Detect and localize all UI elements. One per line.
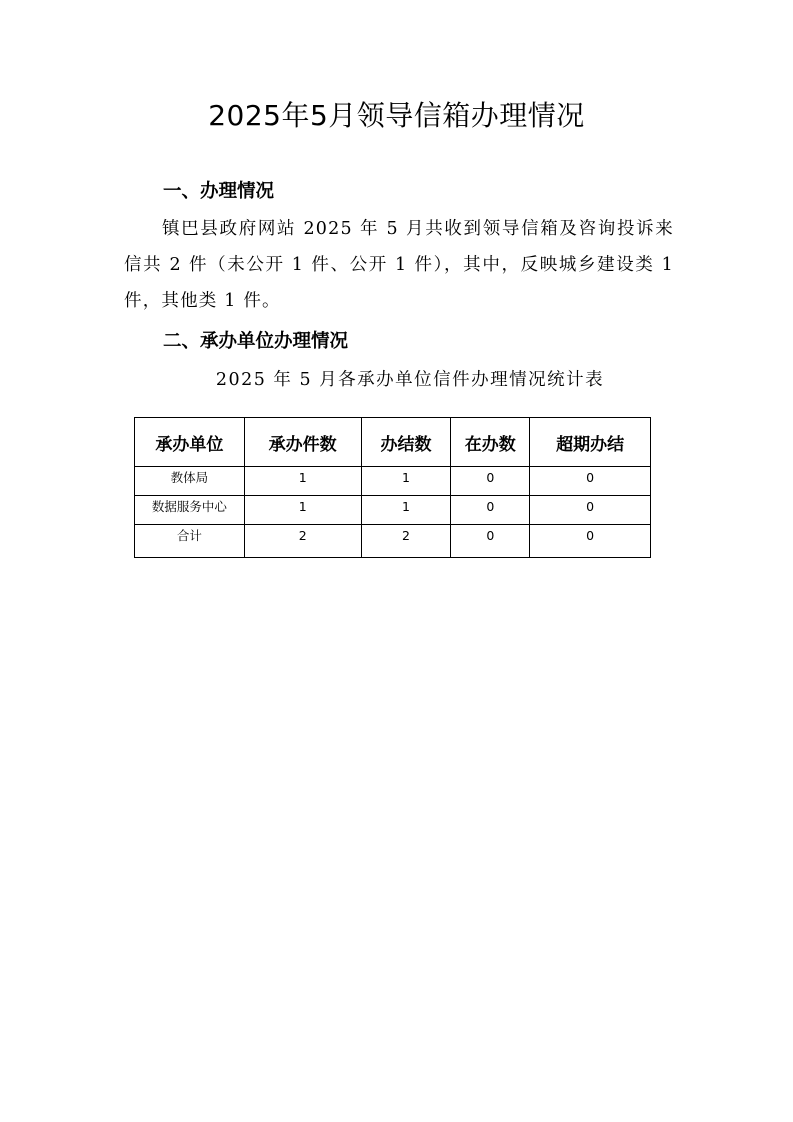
column-header-in-progress: 在办数 xyxy=(451,418,530,467)
section-heading-handling: 一、办理情况 xyxy=(163,181,275,202)
table-cell: 0 xyxy=(530,467,651,496)
table-cell: 2 xyxy=(244,525,361,558)
table-cell: 1 xyxy=(361,467,451,496)
table-cell: 0 xyxy=(451,496,530,525)
table-row xyxy=(135,467,651,496)
section-paragraph-handling: 镇巴县政府网站 2025 年 5 月共收到领导信箱及咨询投诉来信共 2 件（未公开 1 件、公开 1 件），其中，反映城乡建设类 1 件，其他类 1 件。 xyxy=(124,219,674,311)
column-header-overdue-completed: 超期办结 xyxy=(530,418,651,467)
column-header-unit: 承办单位 xyxy=(135,418,245,467)
table-cell: 0 xyxy=(530,496,651,525)
table-cell: 教体局 xyxy=(135,467,245,496)
table-cell: 1 xyxy=(361,496,451,525)
table-row-total xyxy=(135,525,651,558)
page-title: 2025年5月领导信箱办理情况 xyxy=(208,99,585,132)
column-header-completed: 办结数 xyxy=(361,418,451,467)
table-cell: 数据服务中心 xyxy=(135,496,245,525)
table-cell: 2 xyxy=(361,525,451,558)
statistics-table xyxy=(134,417,651,558)
table-cell: 0 xyxy=(451,467,530,496)
table-cell: 1 xyxy=(244,496,361,525)
table-cell: 0 xyxy=(530,525,651,558)
table-cell: 1 xyxy=(244,467,361,496)
table-cell: 0 xyxy=(451,525,530,558)
table-header-row xyxy=(135,418,651,467)
table-cell: 合计 xyxy=(135,525,245,558)
section-heading-units: 二、承办单位办理情况 xyxy=(163,331,349,352)
table-row xyxy=(135,496,651,525)
column-header-received: 承办件数 xyxy=(244,418,361,467)
table-caption: 2025 年 5 月各承办单位信件办理情况统计表 xyxy=(215,370,605,390)
